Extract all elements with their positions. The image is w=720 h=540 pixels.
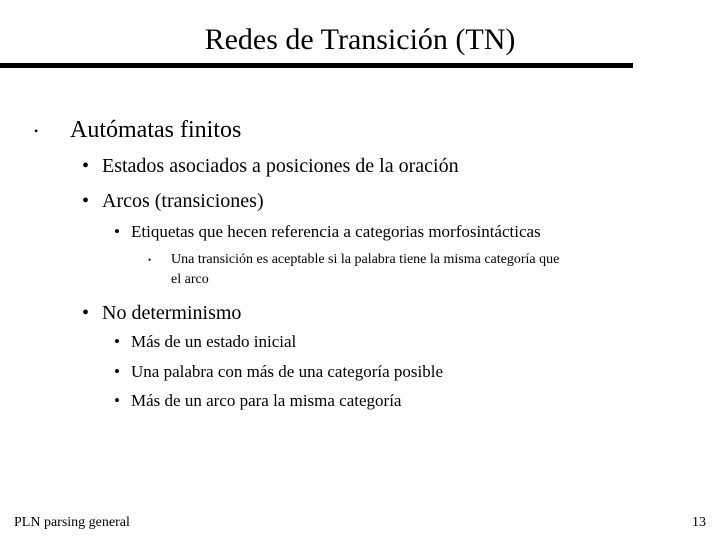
bullet-marker: • [82,155,90,177]
bullet-arcos-transiciones: Arcos (transiciones) [102,190,264,212]
slide-title: Redes de Transición (TN) [204,23,516,56]
bullet-estados-asociados: Estados asociados a posiciones de la oración [102,155,459,177]
bullet-etiquetas: Etiquetas que hecen referencia a categorias morfosintácticas [131,222,541,241]
bullet-marker: • [114,391,120,410]
bullet-marker: • [82,302,90,324]
bullet-marker: • [148,255,152,265]
bullet-transicion-aceptable-line1: Una transición es aceptable si la palabra tiene la misma categoría que [171,252,560,267]
bullet-automatas-finitos: Autómatas finitos [70,117,242,143]
bullet-marker: • [82,190,90,212]
page-number: 13 [692,515,706,530]
bullet-marker: • [114,222,120,241]
bullet-mas-arco: Más de un arco para la misma categoría [131,391,402,410]
bullet-marker: • [34,124,39,138]
footer-course-label: PLN parsing general [14,515,130,530]
bullet-mas-estado-inicial: Más de un estado inicial [131,332,297,351]
title-underline [0,63,633,68]
bullet-una-palabra: Una palabra con más de una categoría posible [131,362,444,381]
bullet-marker: • [114,332,120,351]
bullet-transicion-aceptable-line2: el arco [171,272,209,287]
bullet-no-determinismo: No determinismo [102,302,242,324]
bullet-marker: • [114,362,120,381]
